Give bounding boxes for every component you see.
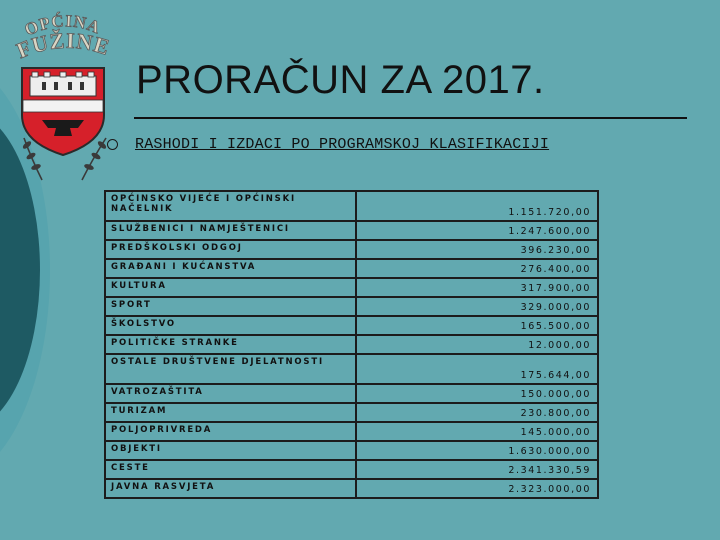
row-value: 276.400,00 [356,259,598,278]
row-label: JAVNA RASVJETA [105,479,356,498]
row-value: 12.000,00 [356,335,598,354]
row-label: OSTALE DRUŠTVENE DJELATNOSTI [105,354,356,384]
table-row [105,384,598,403]
table-row [105,240,598,259]
row-value: 396.230,00 [356,240,598,259]
row-label: PREDŠKOLSKI ODGOJ [105,240,356,259]
row-value: 150.000,00 [356,384,598,403]
row-label: TURIZAM [105,403,356,422]
table-row [105,221,598,240]
table-row [105,354,598,384]
table-row [105,460,598,479]
row-label: POLJOPRIVREDA [105,422,356,441]
budget-table [104,190,599,499]
row-label: POLITIČKE STRANKE [105,335,356,354]
table-row [105,278,598,297]
table-row [105,422,598,441]
row-value: 317.900,00 [356,278,598,297]
table-row [105,316,598,335]
table-row [105,297,598,316]
title-divider [134,117,687,119]
row-value: 165.500,00 [356,316,598,335]
municipality-coat-of-arms [2,10,122,185]
row-value: 2.323.000,00 [356,479,598,498]
logo-text-opcina: OPĆINA [21,11,104,40]
table-row [105,441,598,460]
row-value: 329.000,00 [356,297,598,316]
bullet-circle-icon [107,139,118,150]
row-label: CESTE [105,460,356,479]
table-row [105,191,598,221]
subtitle: RASHODI I IZDACI PO PROGRAMSKOJ KLASIFIKACIJI [135,136,550,153]
row-value: 145.000,00 [356,422,598,441]
page-title: PRORAČUN ZA 2017. [136,58,545,102]
row-label: SPORT [105,297,356,316]
logo-text-fuzine: FUŽINE [13,27,113,64]
row-value: 230.800,00 [356,403,598,422]
table-row [105,259,598,278]
row-value: 1.151.720,00 [356,191,598,221]
row-label: GRAĐANI I KUĆANSTVA [105,259,356,278]
row-value: 1.247.600,00 [356,221,598,240]
row-label: VATROZAŠTITA [105,384,356,403]
row-label: KULTURA [105,278,356,297]
table-row [105,479,598,498]
row-label: OBJEKTI [105,441,356,460]
row-label: SLUŽBENICI I NAMJEŠTENICI [105,221,356,240]
row-value: 2.341.330,59 [356,460,598,479]
table-row [105,403,598,422]
row-value: 1.630.000,00 [356,441,598,460]
row-value: 175.644,00 [356,354,598,384]
row-label: OPĆINSKO VIJEĆE I OPĆINSKI NAČELNIK [105,191,356,221]
table-row [105,335,598,354]
row-label: ŠKOLSTVO [105,316,356,335]
